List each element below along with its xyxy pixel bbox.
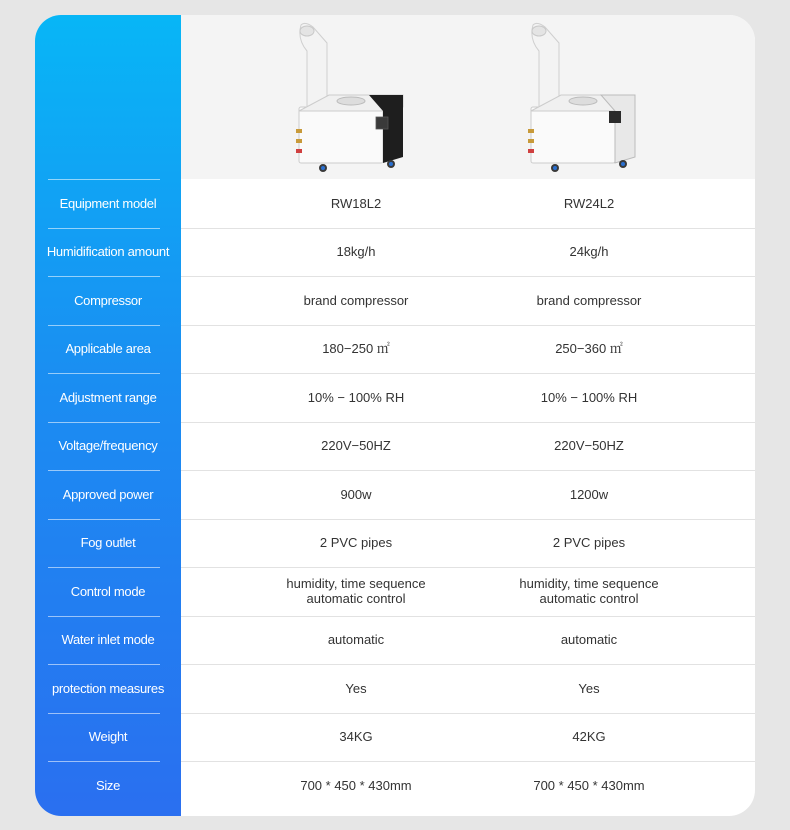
model-2-value <box>473 616 705 665</box>
value-text-line: 700 * 450 * 430mm <box>300 777 412 793</box>
product-image-band <box>181 15 755 179</box>
value-text-line: 18kg/h <box>336 244 376 260</box>
value-text-line: 2 PVC pipes <box>552 535 626 551</box>
humidifier-illustration <box>528 23 635 172</box>
value-text-line: 42KG <box>572 729 606 745</box>
value-text-line: 10% − 100% RH <box>540 389 638 405</box>
value-text-line: 700 * 450 * 430mm <box>533 777 645 793</box>
model-2-value <box>473 470 705 519</box>
model-1-value <box>240 519 472 568</box>
value-text-line: 10% − 100% RH <box>307 389 405 405</box>
value-text-line: 180−250 ㎡ <box>322 341 390 357</box>
humidifier-image-1 <box>293 21 413 179</box>
model-1-value <box>240 616 472 665</box>
value-text-line: RW18L2 <box>330 195 382 211</box>
row-label: Water inlet mode <box>61 632 155 648</box>
model-1-value <box>240 373 472 422</box>
row-label: protection measures <box>51 680 165 696</box>
value-text-line: 220V−50HZ <box>321 438 391 454</box>
model-1-value <box>240 470 472 519</box>
model-2-value <box>473 276 705 325</box>
value-text-line: 34KG <box>339 729 373 745</box>
spec-card <box>35 15 755 816</box>
row-label: Approved power <box>62 486 154 502</box>
row-label: Adjustment range <box>59 389 157 405</box>
row-label: Voltage/frequency <box>58 438 158 454</box>
value-text-line: Yes <box>578 680 600 696</box>
model-1-value <box>240 664 472 713</box>
value-text-line: automatic control <box>306 591 406 607</box>
value-text-line: automatic <box>327 632 385 648</box>
value-text-line: 1200w <box>569 486 609 502</box>
model-1-value <box>240 422 472 471</box>
value-text-line: 2 PVC pipes <box>319 535 393 551</box>
model-1-value <box>240 567 472 616</box>
value-text-line: automatic control <box>539 591 639 607</box>
model-2-value <box>473 179 705 228</box>
model-2-value <box>473 373 705 422</box>
value-text-line: RW24L2 <box>563 195 615 211</box>
value-text-line: brand compressor <box>536 292 642 308</box>
model-1-value <box>240 228 472 277</box>
row-label: Fog outlet <box>80 535 136 551</box>
value-text-line: brand compressor <box>303 292 409 308</box>
row-label: Weight <box>88 729 128 745</box>
value-text-line: 24kg/h <box>569 244 609 260</box>
value-text-line: 900w <box>340 486 372 502</box>
model-2-value <box>473 228 705 277</box>
row-label: Applicable area <box>65 341 151 357</box>
model-1-value <box>240 713 472 762</box>
model-1-value <box>240 179 472 228</box>
model-2-value <box>473 325 705 374</box>
model-2-value <box>473 664 705 713</box>
value-text-line: 250−360 ㎡ <box>555 341 623 357</box>
row-label: Equipment model <box>59 195 157 211</box>
value-text-line: Yes <box>345 680 367 696</box>
row-label: Compressor <box>74 292 142 308</box>
value-text-line: automatic <box>560 632 618 648</box>
row-label: Humidification amount <box>46 244 170 260</box>
model-2-value <box>473 761 705 810</box>
model-2-value <box>473 519 705 568</box>
model-2-value <box>473 422 705 471</box>
model-1-value <box>240 276 472 325</box>
humidifier-image-2 <box>525 21 645 179</box>
value-text-line: 220V−50HZ <box>554 438 624 454</box>
humidifier-illustration <box>296 23 403 172</box>
row-label: Size <box>95 777 121 793</box>
row-label: Control mode <box>70 583 146 599</box>
model-1-value <box>240 761 472 810</box>
model-1-value <box>240 325 472 374</box>
value-text-line: humidity, time sequence <box>286 576 426 592</box>
model-2-value <box>473 567 705 616</box>
model-2-value <box>473 713 705 762</box>
value-text-line: humidity, time sequence <box>519 576 659 592</box>
